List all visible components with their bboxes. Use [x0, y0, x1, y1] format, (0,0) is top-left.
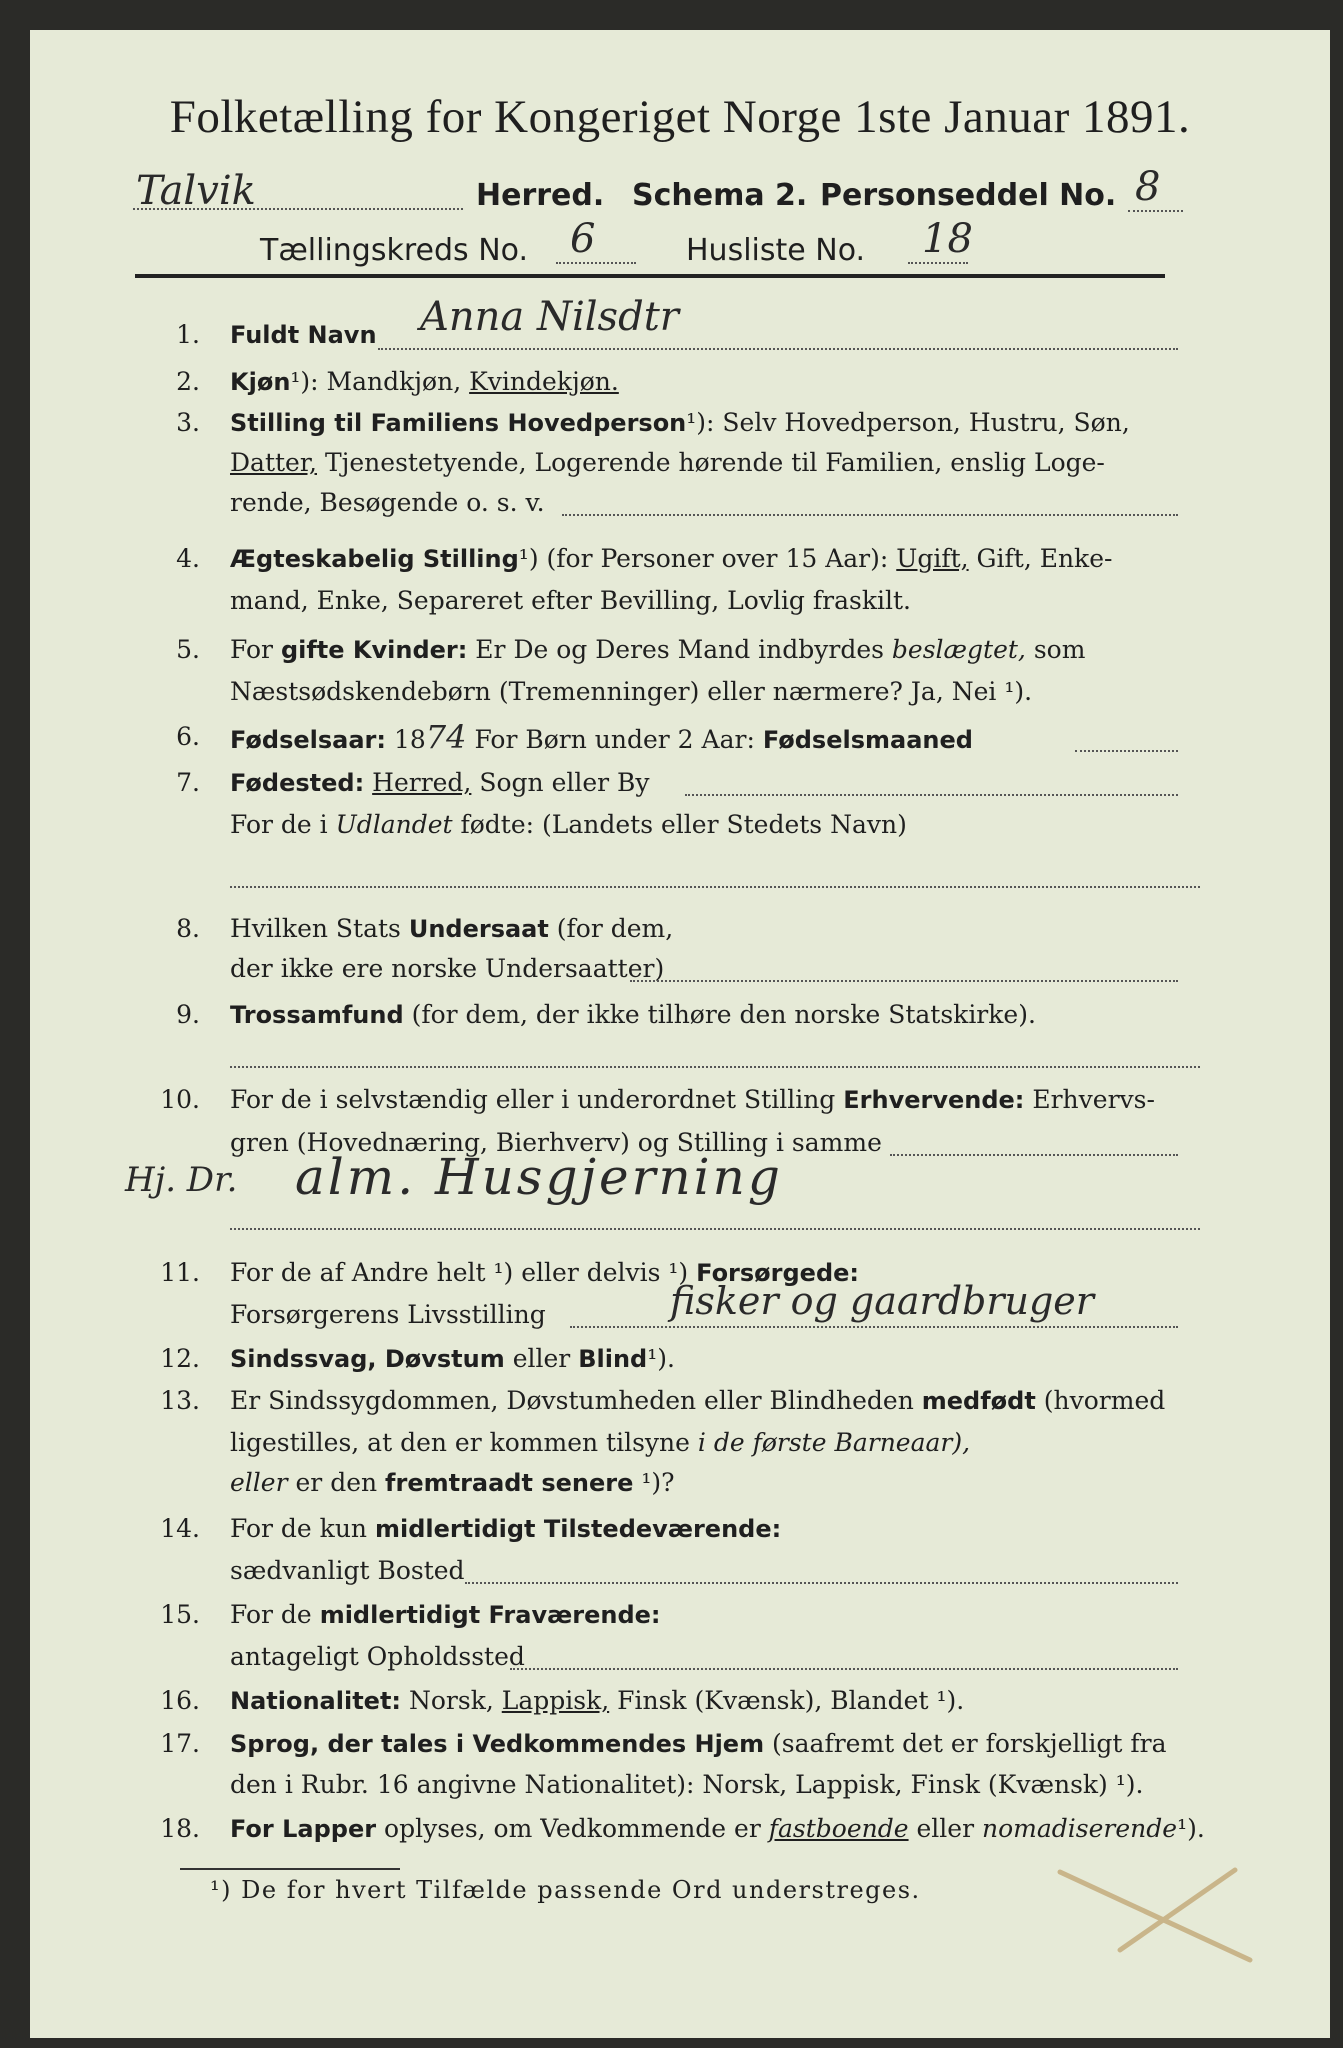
sex-selected: Kvindekjøn. [469, 367, 619, 396]
item-number: 17. [160, 1729, 200, 1758]
childhood-phrase: i de første Barneaar), [697, 1428, 971, 1457]
item-number: 7. [176, 768, 200, 797]
item-number: 9. [176, 1000, 200, 1029]
citizenship-note: (for dem, [556, 914, 674, 943]
header-rule [135, 274, 1165, 278]
dependent-label: Forsørgede: [696, 1259, 860, 1287]
footnote: ¹) De for hvert Tilfælde passende Ord understreges. [210, 1876, 921, 1904]
usual-residence-label: sædvanligt Bosted [230, 1556, 465, 1585]
religion-dotline [230, 1066, 1200, 1068]
kreds-value: 6 [570, 216, 596, 262]
family-position-options-cont: Tjenestetyende, Logerende hørende til Familien, enslig Loge- [324, 448, 1105, 477]
birth-year-prefix: 18 [393, 725, 426, 754]
item-number: 15. [160, 1600, 200, 1629]
birth-month-note: For Børn under 2 Aar: [474, 725, 755, 754]
herred-dotline [133, 208, 463, 210]
birth-year-value: 74 [425, 718, 467, 756]
item-5-text: For [230, 635, 273, 664]
married-women-label: gifte Kvinder: [280, 636, 468, 664]
disability-label: Sindssvag, Døvstum [230, 1345, 505, 1373]
occupation-abbrev: Hj. Dr. [125, 1160, 238, 1200]
abroad-word: Udlandet [335, 810, 453, 839]
or-word: eller [230, 1468, 288, 1497]
item-number: 16. [160, 1686, 200, 1715]
congenital-note: (hvormed [1043, 1386, 1166, 1415]
marital-status-note: ¹) (for Personer over 15 Aar): [518, 544, 889, 573]
sami-question: oplyses, om Vedkommende er [384, 1814, 761, 1843]
item-number: 5. [176, 635, 200, 664]
usual-residence-dotline [465, 1582, 1178, 1584]
full-name-value: Anna Nilsdtr [420, 294, 679, 340]
later-onset-footnote: ¹)? [641, 1468, 675, 1497]
item-number: 2. [176, 367, 200, 396]
marital-status-label: Ægteskabelig Stilling [230, 545, 519, 573]
census-form [30, 30, 1330, 2038]
sami-nomadic: nomadiserende [982, 1814, 1178, 1843]
personseddel-label: Personseddel No. [820, 178, 1117, 213]
congenital-note-end: er den [295, 1468, 378, 1497]
item-5-word: som [1033, 635, 1086, 664]
husliste-label: Husliste No. [686, 233, 866, 268]
husliste-dotline [908, 262, 968, 264]
later-onset-label: fremtraadt senere [385, 1469, 634, 1497]
probable-residence-label: antageligt Opholdssted [230, 1642, 525, 1671]
congenital-label: medfødt [921, 1387, 1036, 1415]
birthplace-options: Sogn eller By [479, 768, 650, 797]
kreds-dotline [556, 262, 636, 264]
family-position-options-end: rende, Besøgende o. s. v. [230, 488, 545, 517]
family-position-selected: Datter, [230, 448, 317, 477]
occupation-note: gren (Hovednæring, Bierhverv) og Stilling i samme [230, 1128, 882, 1157]
citizenship-dotline [630, 980, 1178, 982]
husliste-value: 18 [922, 216, 973, 262]
language-note: (saafremt det er forskjelligt fra [772, 1729, 1167, 1758]
occupation-text: For de i selvstændig eller i underordnet Stilling [230, 1085, 836, 1114]
provider-occupation-dotline [570, 1326, 1178, 1328]
disability-or: eller [512, 1344, 571, 1373]
temporary-present-label: midlertidigt Tilstedeværende: [374, 1515, 782, 1543]
family-position-label: Stilling til Familiens Hovedperson [230, 409, 687, 437]
full-name-label: Fuldt Navn [230, 321, 377, 349]
footnote-rule [180, 1868, 400, 1870]
occupation-word: Erhvervs- [1032, 1085, 1155, 1114]
birthplace-selected: Herred, [372, 768, 472, 797]
item-number: 18. [160, 1814, 200, 1843]
marital-status-options: Gift, Enke- [976, 544, 1113, 573]
congenital-question: Er Sindssygdommen, Døvstumheden eller Blindheden [230, 1386, 914, 1415]
herred-value: Talvik [136, 168, 256, 214]
disability-footnote: ¹). [647, 1344, 675, 1373]
nationality-selected: Lappisk, [501, 1686, 610, 1715]
marital-status-options-cont: mand, Enke, Separeret efter Bevilling, Lovlig fraskilt. [230, 586, 911, 615]
item-5-question-cont: Næstsødskendebørn (Tremenninger) eller nærmere? Ja, Nei ¹). [230, 677, 1033, 706]
item-number: 10. [160, 1085, 200, 1114]
schema-label: Schema 2. [632, 178, 808, 213]
sami-footnote: ¹). [1177, 1814, 1205, 1843]
herred-label: Herred. [476, 178, 605, 213]
sami-selected: fastboende [768, 1814, 909, 1843]
marital-status-selected: Ugift, [896, 544, 969, 573]
full-name-dotline [378, 348, 1178, 350]
provider-occupation-label: Forsørgerens Livsstilling [230, 1300, 546, 1329]
related-word: beslægtet, [891, 635, 1026, 664]
item-number: 12. [160, 1344, 200, 1373]
nationality-label: Nationalitet: [230, 1687, 402, 1715]
sami-or: eller [916, 1814, 975, 1843]
probable-residence-dotline [510, 1668, 1178, 1670]
congenital-note-cont: ligestilles, at den er kommen tilsyne [230, 1428, 690, 1457]
form-title: Folketælling for Kongeriget Norge 1ste Januar 1891. [169, 91, 1191, 143]
item-number: 14. [160, 1514, 200, 1543]
item-number: 13. [160, 1386, 200, 1415]
birth-month-label: Fødselsmaaned [762, 726, 973, 754]
dependent-text: For de af Andre helt ¹) eller delvis ¹) [230, 1258, 689, 1287]
kreds-label: Tællingskreds No. [260, 233, 528, 268]
family-position-options: ¹): Selv Hovedperson, Hustru, Søn, [686, 408, 1130, 437]
personseddel-dotline [1128, 210, 1183, 212]
item-number: 3. [176, 408, 200, 437]
item-5-question: Er De og Deres Mand indbyrdes [475, 635, 884, 664]
sami-label: For Lapper [230, 1815, 377, 1843]
item-number: 6. [176, 722, 200, 751]
item-number: 8. [176, 914, 200, 943]
item-1 [130, 294, 1200, 358]
religion-note: (for dem, der ikke tilhøre den norske Statskirke). [411, 1000, 1036, 1029]
item-number: 1. [176, 320, 200, 349]
sex-label: Kjøn [230, 368, 291, 396]
citizenship-note-cont: der ikke ere norske Undersaatter) [230, 954, 665, 983]
temporary-absent-label: midlertidigt Fraværende: [319, 1601, 661, 1629]
nationality-norsk: Norsk, [408, 1686, 494, 1715]
language-label: Sprog, der tales i Vedkommendes Hjem [230, 1730, 765, 1758]
item-number: 11. [160, 1258, 200, 1287]
pencil-cross-mark [1050, 1860, 1260, 1970]
foreign-born-note: fødte: (Landets eller Stedets Navn) [460, 810, 907, 839]
temporary-absent-text: For de [230, 1600, 312, 1629]
provider-occupation-value: fisker og gaardbruger [670, 1279, 1094, 1323]
birthplace-label: Fødested: [230, 769, 365, 797]
foreign-born-dotline [230, 886, 1200, 888]
birth-month-dotline [1075, 750, 1178, 752]
language-options: den i Rubr. 16 angivne Nationalitet): Norsk, Lappisk, Finsk (Kvænsk) ¹). [230, 1770, 1144, 1799]
item-number: 4. [176, 544, 200, 573]
birth-year-label: Fødselsaar: [230, 726, 386, 754]
citizenship-text: Hvilken Stats [230, 914, 401, 943]
occupation-label: Erhvervende: [843, 1086, 1025, 1114]
nationality-options: Finsk (Kvænsk), Blandet ¹). [617, 1686, 965, 1715]
sex-options: ¹): Mandkjøn, [290, 367, 462, 396]
blind-label: Blind [578, 1345, 648, 1373]
citizenship-label: Undersaat [408, 915, 549, 943]
occupation-dotline-2 [230, 1228, 1200, 1230]
occupation-dotline-1 [890, 1154, 1178, 1156]
foreign-born-text: For de i [230, 810, 328, 839]
temporary-present-text: For de kun [230, 1514, 368, 1543]
birthplace-dotline [685, 794, 1178, 796]
family-position-dotline [562, 514, 1178, 516]
occupation-value: alm. Husgjerning [295, 1148, 783, 1206]
personseddel-value: 8 [1135, 164, 1161, 210]
religion-label: Trossamfund [230, 1001, 404, 1029]
